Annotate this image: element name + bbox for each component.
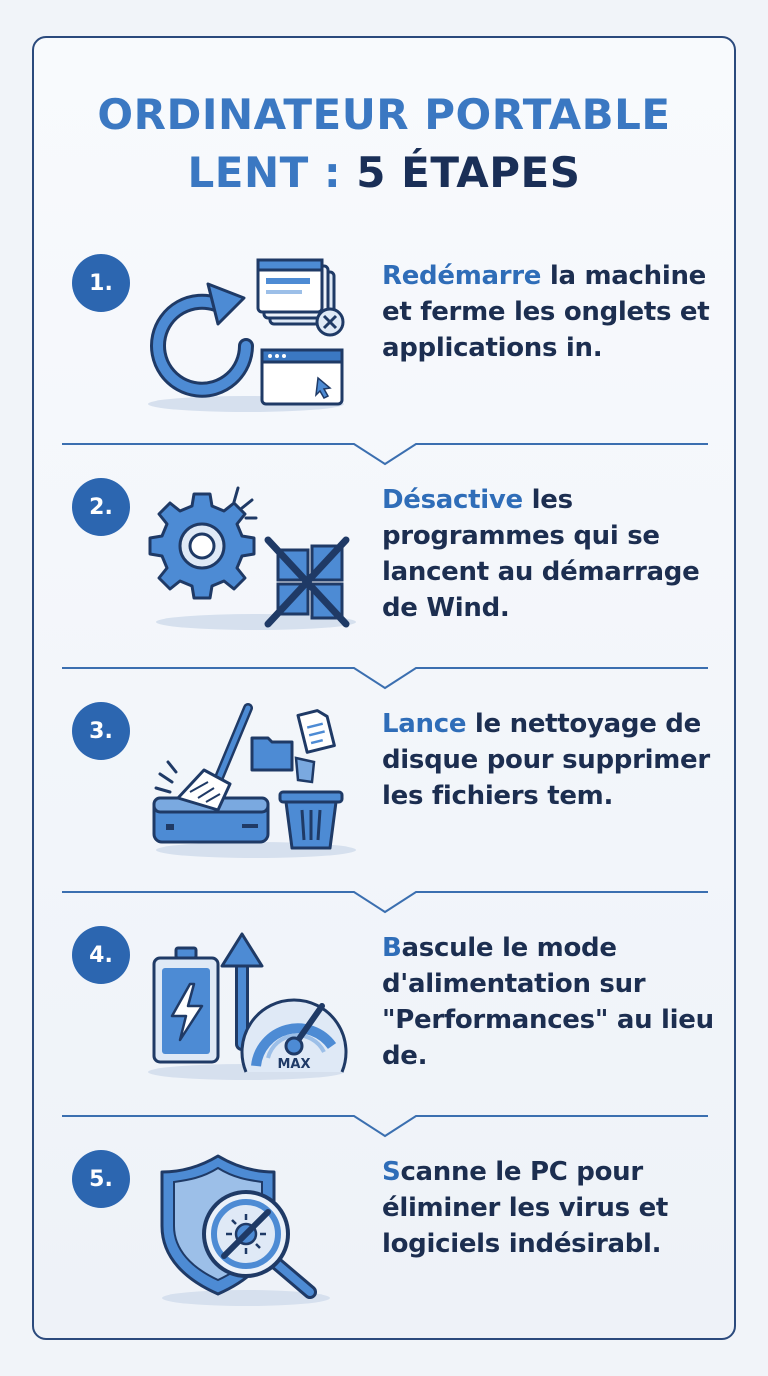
step-text bbox=[382, 706, 722, 814]
step-keyword: S bbox=[382, 1157, 401, 1187]
step-description: le nettoyage de disque pour supprimer les fichiers tem. bbox=[382, 709, 710, 811]
step-number-badge: 3. bbox=[72, 702, 130, 760]
title-line-2-dark: 5 ÉTAPES bbox=[341, 148, 581, 197]
step-4 bbox=[0, 926, 768, 1136]
step-3 bbox=[0, 702, 768, 912]
restart-and-windows-icon bbox=[146, 254, 356, 414]
step-number-badge: 1. bbox=[72, 254, 130, 312]
step-keyword: Lance bbox=[382, 709, 467, 739]
title-line-2-blue: LENT : bbox=[187, 148, 342, 197]
step-text bbox=[382, 1154, 722, 1262]
page-title bbox=[0, 86, 768, 202]
step-number-badge: 4. bbox=[72, 926, 130, 984]
step-1 bbox=[0, 254, 768, 464]
shield-virus-scan-icon bbox=[146, 1150, 356, 1310]
step-text bbox=[382, 930, 722, 1074]
step-divider bbox=[62, 666, 708, 690]
battery-speedometer-icon bbox=[146, 926, 356, 1086]
step-keyword: Redémarre bbox=[382, 261, 542, 291]
step-number-badge: 5. bbox=[72, 1150, 130, 1208]
step-divider bbox=[62, 890, 708, 914]
step-2 bbox=[0, 478, 768, 688]
gauge-label: MAX bbox=[277, 1057, 311, 1072]
gear-disable-windows-icon bbox=[146, 478, 356, 638]
step-description: canne le PC pour éliminer les virus et logiciels indésirabl. bbox=[382, 1157, 669, 1259]
step-description: ascule le mode d'alimentation sur "Performances" au lieu de. bbox=[382, 933, 714, 1071]
step-divider bbox=[62, 1114, 708, 1138]
step-description: les programmes qui se lancent au démarrage de Wind. bbox=[382, 485, 700, 623]
step-keyword: B bbox=[382, 933, 402, 963]
step-5 bbox=[0, 1150, 768, 1360]
step-text bbox=[382, 482, 722, 626]
step-divider bbox=[62, 442, 708, 466]
step-number-badge: 2. bbox=[72, 478, 130, 536]
step-text bbox=[382, 258, 722, 366]
broom-disk-trash-icon bbox=[146, 702, 356, 862]
step-description: la machine et ferme les onglets et applications in. bbox=[382, 261, 710, 363]
title-line-1: ORDINATEUR PORTABLE bbox=[97, 90, 671, 139]
step-keyword: Désactive bbox=[382, 485, 523, 515]
